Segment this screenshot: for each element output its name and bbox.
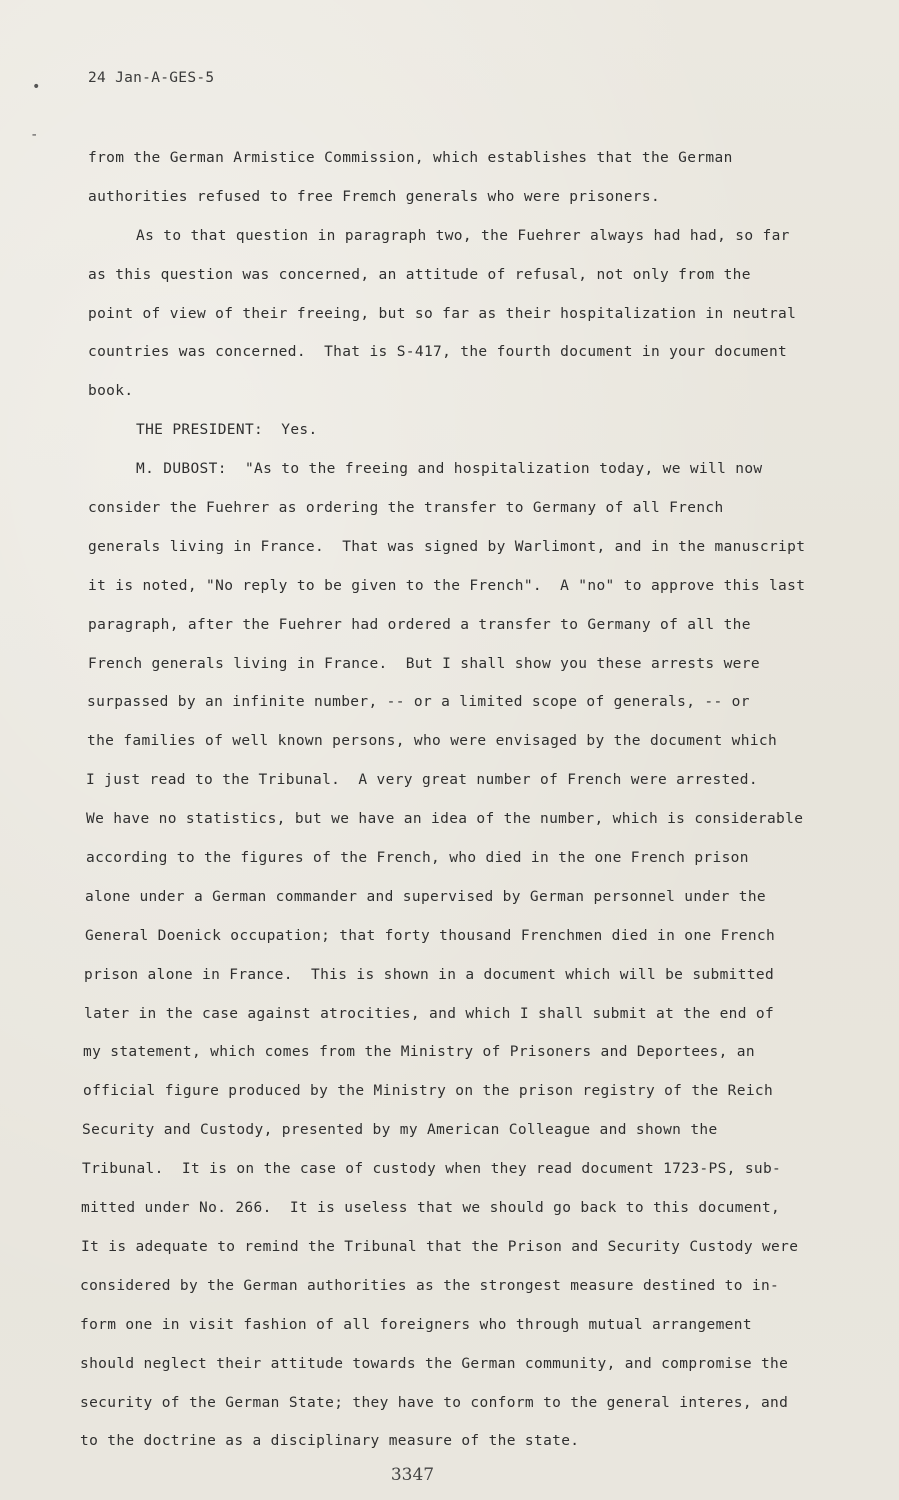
text-line: mitted under No. 266. It is useless that we should go back to this document, xyxy=(81,1200,781,1217)
text-line: security of the German State; they have to conform to the general interes, and xyxy=(80,1394,789,1411)
margin-dot: • xyxy=(32,79,41,95)
margin-tick: ‐ xyxy=(30,127,39,143)
text-line: THE PRESIDENT: Yes. xyxy=(136,422,318,439)
text-line: it is noted, "No reply to be given to the French". A "no" to approve this last xyxy=(88,577,806,594)
text-line: from the German Armistice Commission, which establishes that the German xyxy=(88,150,733,166)
text-line: point of view of their freeing, but so far as their hospitalization in neutral xyxy=(88,305,797,322)
text-line: my statement, which comes from the Ministry of Prisoners and Deportees, an xyxy=(83,1044,755,1061)
text-line: General Doenick occupation; that forty thousand Frenchmen died in one French xyxy=(85,927,776,944)
text-line: form one in visit fashion of all foreigners who through mutual arrangement xyxy=(80,1316,752,1333)
text-line: generals living in France. That was signed by Warlimont, and in the manuscript xyxy=(88,538,806,555)
text-line: M. DUBOST: "As to the freeing and hospitalization today, we will now xyxy=(136,461,763,478)
text-line: book. xyxy=(88,383,134,400)
text-line: to the doctrine as a disciplinary measure of the state. xyxy=(80,1433,580,1450)
text-line: later in the case against atrocities, and which I shall submit at the end of xyxy=(84,1005,775,1022)
text-line: We have no statistics, but we have an idea of the number, which is considerable xyxy=(86,811,804,828)
text-line: Tribunal. It is on the case of custody when they read document 1723-PS, sub- xyxy=(82,1161,782,1178)
text-line: as this question was concerned, an attitude of refusal, not only from the xyxy=(88,266,751,283)
text-line: considered by the German authorities as the strongest measure destined to in- xyxy=(80,1277,780,1294)
text-line: alone under a German commander and supervised by German personnel under the xyxy=(85,888,766,905)
text-line: Security and Custody, presented by my American Colleague and shown the xyxy=(82,1122,718,1139)
text-line: prison alone in France. This is shown in a document which will be submitted xyxy=(84,966,775,983)
text-line: It is adequate to remind the Tribunal that the Prison and Security Custody were xyxy=(81,1238,799,1255)
text-line: according to the figures of the French, who died in the one French prison xyxy=(86,850,749,867)
text-line: countries was concerned. That is S-417, the fourth document in your document xyxy=(88,344,788,361)
text-line: the families of well known persons, who were envisaged by the document which xyxy=(87,733,778,750)
text-line: should neglect their attitude towards the German community, and compromise the xyxy=(80,1355,789,1372)
text-line: I just read to the Tribunal. A very great number of French were arrested. xyxy=(86,772,758,789)
text-line: consider the Fuehrer as ordering the transfer to Germany of all French xyxy=(88,500,724,517)
text-line: authorities refused to free Fremch generals who were prisoners. xyxy=(88,188,661,205)
document-body xyxy=(80,146,870,1468)
text-line: As to that question in paragraph two, the Fuehrer always had had, so far xyxy=(136,227,790,244)
text-line: official figure produced by the Ministry on the prison registry of the Reich xyxy=(83,1083,774,1100)
page-number: 3347 xyxy=(390,1465,435,1485)
text-line: French generals living in France. But I shall show you these arrests were xyxy=(88,655,760,672)
document-header: 24 Jan-A-GES-5 xyxy=(88,70,215,86)
text-line: surpassed by an infinite number, -- or a limited scope of generals, -- or xyxy=(87,694,750,711)
text-line: paragraph, after the Fuehrer had ordered a transfer to Germany of all the xyxy=(88,616,751,633)
